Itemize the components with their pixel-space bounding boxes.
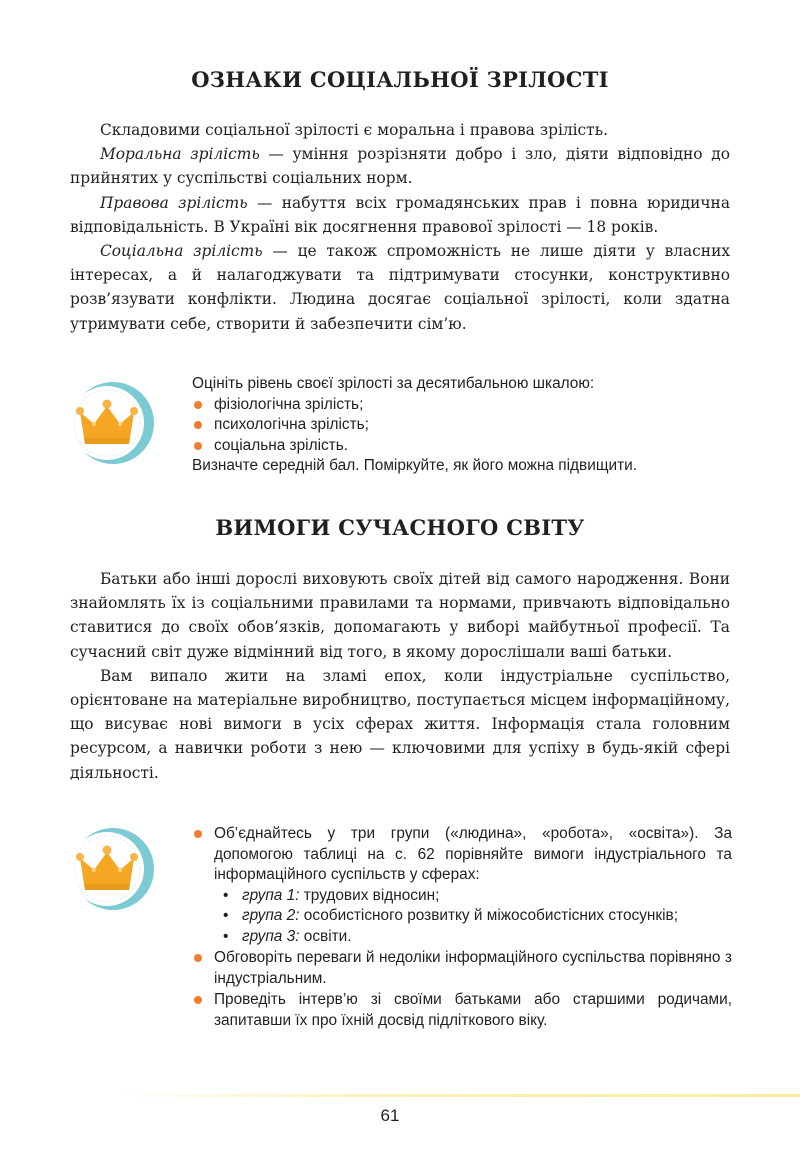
definition-social-maturity: — це також спроможність не лише діяти у власних інтересах, а й налагоджувати та підтримувати стосунки, конструктивно розв’язувати конфлікти. Людина досягає соціальної зрілості, коли здатна утримувати себе, створити й забезпечити сім’ю.: [70, 242, 731, 333]
list-item: соціальна зрілість.: [192, 436, 732, 457]
group-label: група 1:: [242, 886, 300, 904]
group-text: особистісного розвитку й міжособистісних стосунків;: [299, 907, 679, 924]
task-group-work: [192, 824, 732, 1032]
section-social-maturity-text: [70, 118, 730, 336]
list-item-groups: [192, 824, 732, 947]
group-label: група 2:: [242, 907, 300, 924]
task-outro: Визначте середній бал. Поміркуйте, як його можна підвищити.: [192, 457, 637, 474]
list-item: Проведіть інтерв’ю зі своїми батьками або старшими родичами, запитавши їх про їхній досвід підліткового віку.: [192, 990, 732, 1031]
paragraph-intro: Складовими соціальної зрілості є моральна і правова зрілість.: [100, 121, 608, 139]
group-label: група 3:: [242, 927, 300, 945]
section-modern-world-text: [70, 567, 730, 785]
term-social-maturity: Соціальна зрілість: [100, 242, 263, 261]
group-text: трудових відносин;: [299, 886, 440, 904]
section-title-social-maturity: ОЗНАКИ СОЦІАЛЬНОЇ ЗРІЛОСТІ: [191, 67, 609, 92]
list-item: психологічна зрілість;: [192, 415, 732, 436]
crown-icon: [70, 380, 156, 466]
task-intro: Оцініть рівень своєї зрілості за десятибальною шкалою:: [192, 375, 595, 392]
sub-list-item: [220, 906, 732, 927]
definition-moral-maturity: — уміння розрізняти добро і зло, діяти відповідно до прийнятих у суспільстві соціальних норм.: [70, 145, 730, 188]
term-legal-maturity: Правова зрілість: [100, 193, 248, 212]
sub-list-item: [220, 886, 732, 907]
task-self-assessment: [192, 374, 732, 477]
task-items: [192, 824, 732, 1031]
page-number: 61: [380, 1106, 400, 1125]
paragraph-moral-maturity: [70, 142, 730, 190]
sub-list-item: [220, 927, 732, 948]
paragraph-parents: Батьки або інші дорослі виховують своїх дітей від самого народження. Вони знайомлять їх із соціальними правилами та нормами, привчають відповідально ставитися до своїх обов’язків, допомагають у виборі майбутньої професії. Та сучасний світ дуже відмінний від того, в якому дорослішали ваші батьки.: [70, 570, 730, 661]
task-items: [192, 395, 732, 457]
task-item-text: Об’єднайтесь у три групи («людина», «робота», «освіта»). За допомогою таблиці на с. 62 порівняйте вимоги індустріального та інформаційного суспільств у сферах:: [214, 825, 732, 883]
footer-divider: [110, 1094, 800, 1097]
paragraph-legal-maturity: [70, 191, 730, 239]
group-text: освіти.: [299, 927, 352, 945]
list-item: фізіологічна зрілість;: [192, 395, 732, 416]
paragraph-eras: Вам випало жити на зламі епох, коли індустріальне суспільство, орієнтоване на матеріальне виробництво, поступається місцем інформаційному, що висуває нові вимоги в усіх сферах життя. Інформація стала головним ресурсом, а навички роботи з нею — ключовими для успіху в будь-якій сфері діяльності.: [70, 666, 730, 782]
group-sublist: [220, 886, 732, 948]
term-moral-maturity: Моральна зрілість: [100, 145, 260, 164]
definition-legal-maturity: — набуття всіх громадянських прав і повна юридична відповідальність. В Україні вік досягнення правової зрілості — 18 років.: [70, 193, 730, 236]
list-item: Обговоріть переваги й недоліки інформаційного суспільства порівняно з індустріальним.: [192, 948, 732, 989]
paragraph-social-maturity: [70, 239, 730, 336]
section-title-modern-world: ВИМОГИ СУЧАСНОГО СВІТУ: [215, 515, 585, 540]
crown-icon: [70, 826, 156, 912]
